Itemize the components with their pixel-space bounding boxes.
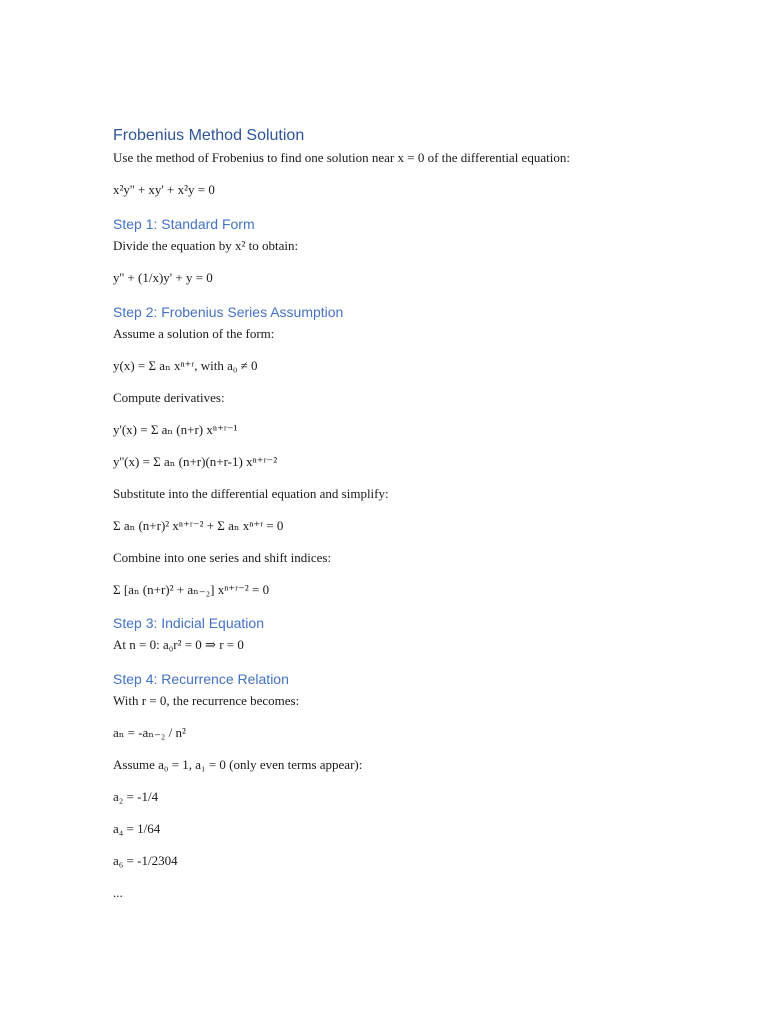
intro-text: Use the method of Frobenius to find one solution near x = 0 of the differential equation: [113,150,570,165]
step3-text: At n = 0: a₀r² = 0 ⇒ r = 0 [113,637,244,652]
step4-text2: Assume a₀ = 1, a₁ = 0 (only even terms appear): [113,757,363,772]
step4-a4: a₄ = 1/64 [113,821,161,836]
step1-text: Divide the equation by x² to obtain: [113,238,299,253]
step4-ellipsis: ... [113,885,123,900]
step2-deriv1: y'(x) = Σ aₙ (n+r) xⁿ⁺ʳ⁻¹ [113,422,238,437]
step2-text3: Substitute into the differential equation and simplify: [113,486,389,501]
step2-text4: Combine into one series and shift indices: [113,550,332,565]
step2-deriv2: y''(x) = Σ aₙ (n+r)(n+r-1) xⁿ⁺ʳ⁻² [113,454,278,469]
step4-a6: a₆ = -1/2304 [113,853,178,868]
step2-combined: Σ [aₙ (n+r)² + aₙ₋₂] xⁿ⁺ʳ⁻² = 0 [113,582,270,597]
step1-heading: Step 1: Standard Form [113,216,255,232]
step2-substituted: Σ aₙ (n+r)² xⁿ⁺ʳ⁻² + Σ aₙ xⁿ⁺ʳ = 0 [113,518,284,533]
step4-text1: With r = 0, the recurrence becomes: [113,693,300,708]
step2-text2: Compute derivatives: [113,390,225,405]
step2-series: y(x) = Σ aₙ xⁿ⁺ʳ, with a₀ ≠ 0 [113,358,258,373]
step2-heading: Step 2: Frobenius Series Assumption [113,304,344,320]
step4-heading: Step 4: Recurrence Relation [113,671,289,687]
page-title: Frobenius Method Solution [113,127,305,144]
step3-heading: Step 3: Indicial Equation [113,615,264,631]
main-equation: x²y'' + xy' + x²y = 0 [113,182,215,197]
step2-text1: Assume a solution of the form: [113,326,275,341]
step1-equation: y'' + (1/x)y' + y = 0 [113,270,213,285]
step4-a2: a₂ = -1/4 [113,789,159,804]
step4-recurrence: aₙ = -aₙ₋₂ / n² [113,725,186,740]
